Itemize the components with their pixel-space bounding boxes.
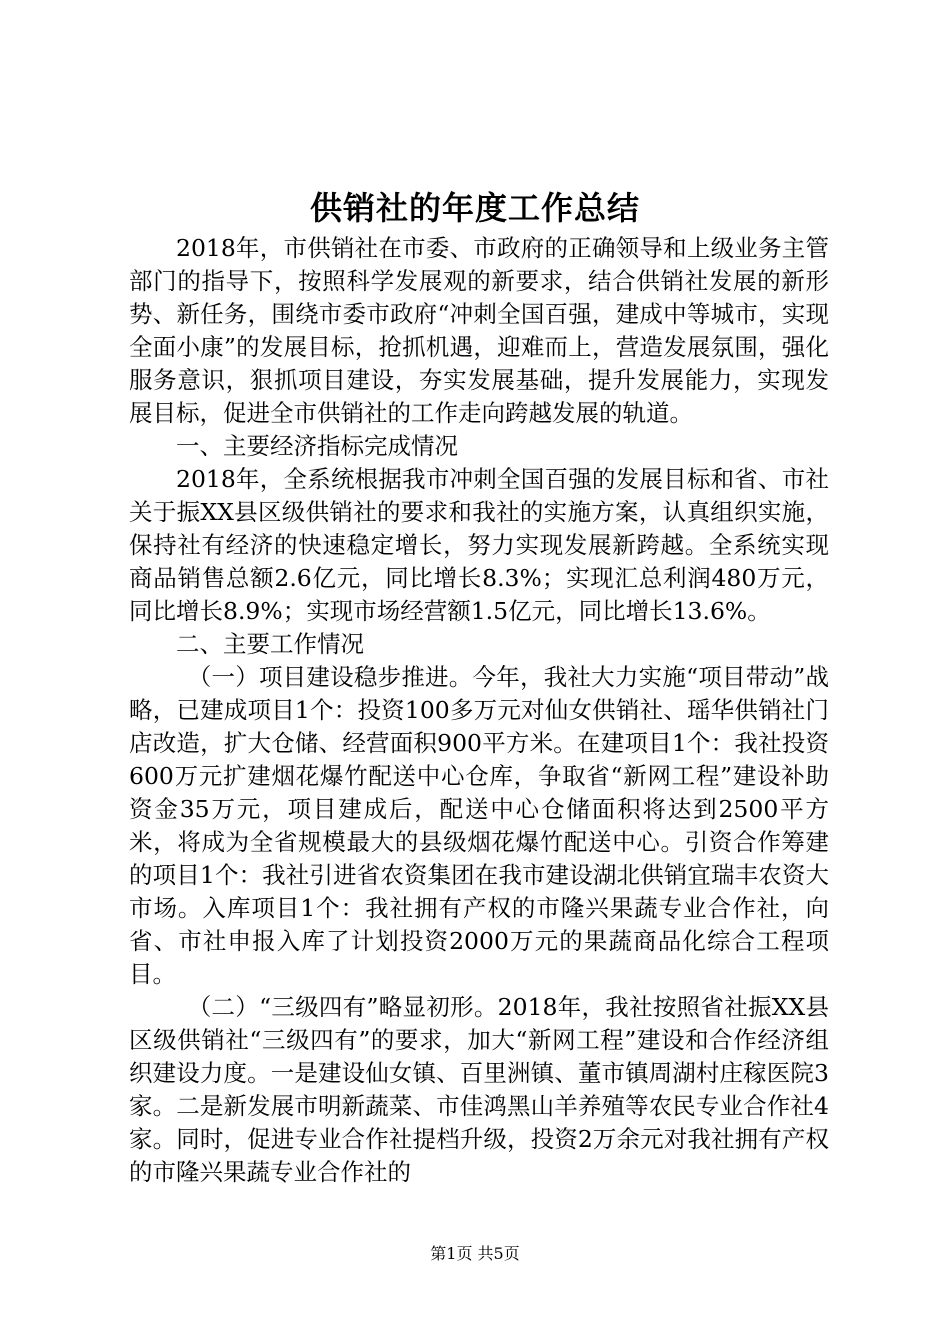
document-title: 供销社的年度工作总结 bbox=[309, 189, 640, 227]
three-level-paragraph: （二）“三级四有”略显初形。2018年，我社按照省社振XX县区级供销社“三级四有”的要求，加大“新网工程”建设和合作经济组织建设力度。一是建设仙女镇、百里洲镇、董市镇周湖村庄稼医院3家。二是新发展市明新蔬菜、市佳鸿黑山羊养殖等农民专业合作社4家。同时，促进专业合作社提档升级，投资2万余元对我社拥有产权的市隆兴果蔬专业合作社的 bbox=[129, 993, 829, 1186]
section-heading-2: 二、主要工作情况 bbox=[176, 630, 364, 658]
project-construction-paragraph: （一）项目建设稳步推进。今年，我社大力实施“项目带动”战略，已建成项目1个：投资100多万元对仙女供销社、瑶华供销社门店改造，扩大仓储、经营面积900平方米。在建项目1个：我社投资600万元扩建烟花爆竹配送中心仓库，争取省“新网工程”建设补助资金35万元，项目建成后，配送中心仓储面积将达到2500平方米，将成为全省规模最大的县级烟花爆竹配送中心。引资合作筹建的项目1个：我社引进省农资集团在我市建设湖北供销宜瑞丰农资大市场。入库项目1个：我社拥有产权的市隆兴果蔬专业合作社，向省、市社申报入库了计划投资2000万元的果蔬商品化综合工程项目。 bbox=[129, 663, 829, 988]
document-body bbox=[129, 232, 829, 1189]
indicators-paragraph: 2018年，全系统根据我市冲刺全国百强的发展目标和省、市社关于振XX县区级供销社的要求和我社的实施方案，认真组织实施，保持社有经济的快速稳定增长，努力实现发展新跨越。全系统实现商品销售总额2.6亿元，同比增长8.3%；实现汇总利润480万元，同比增长8.9%；实现市场经营额1.5亿元，同比增长13.6%。 bbox=[129, 465, 829, 625]
section-heading-1: 一、主要经济指标完成情况 bbox=[176, 432, 458, 460]
page-number-footer: 第1页 共5页 bbox=[430, 1244, 520, 1263]
intro-paragraph: 2018年，市供销社在市委、市政府的正确领导和上级业务主管部门的指导下，按照科学发展观的新要求，结合供销社发展的新形势、新任务，围绕市委市政府“冲刺全国百强，建成中等城市，实现全面小康”的发展目标，抢抓机遇，迎难而上，营造发展氛围，强化服务意识，狠抓项目建设，夯实发展基础，提升发展能力，实现发展目标，促进全市供销社的工作走向跨越发展的轨道。 bbox=[129, 234, 829, 427]
